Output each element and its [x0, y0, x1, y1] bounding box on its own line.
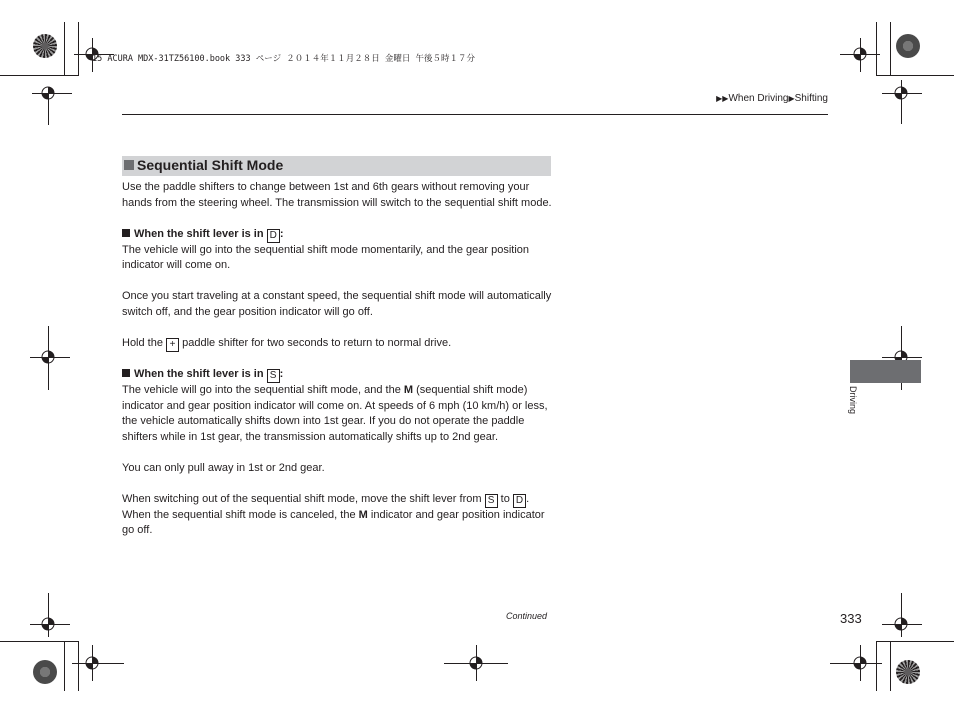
breadcrumb-level2[interactable]: Shifting [794, 93, 828, 104]
double-arrow-icon: ▶▶ [716, 94, 729, 103]
color-rosette-icon [33, 660, 57, 684]
registration-mark-icon [84, 655, 100, 671]
s-mode-paragraph-2: You can only pull away in 1st or 2nd gear. [122, 461, 325, 474]
breadcrumb [716, 93, 828, 104]
key-s-icon: S [485, 494, 498, 508]
registration-mark-icon [852, 46, 868, 62]
chapter-tab-label: Driving [848, 386, 858, 415]
registration-mark-icon [893, 85, 909, 101]
breadcrumb-level1[interactable]: When Driving [728, 93, 789, 104]
registration-mark-icon [468, 655, 484, 671]
color-rosette-icon [33, 34, 57, 58]
bullet-square-icon [122, 229, 130, 237]
chapter-tab[interactable] [850, 360, 921, 383]
section-header [122, 156, 551, 176]
print-info: 15 ACURA MDX-31TZ56100.book 333 ページ ２０１４年１１月２８日 金曜日 午後５時１７分 [92, 54, 475, 64]
key-s-icon: S [267, 369, 280, 383]
arrow-icon: ▶ [788, 94, 795, 103]
registration-mark-icon [40, 616, 56, 632]
s-mode-heading: When the shift lever is in S : [122, 367, 552, 383]
section-title: Sequential Shift Mode [137, 157, 284, 173]
color-rosette-icon [896, 34, 920, 58]
d-mode-paragraph-3: Hold the + paddle shifter for two seconds to return to normal drive. [122, 336, 452, 350]
continued-label: Continued [506, 611, 548, 621]
intro-paragraph: Use the paddle shifters to change between 1st and 6th gears without removing your hands from the steering wheel. The transmission will switch to the sequential shift mode. [122, 181, 552, 209]
key-plus-icon: + [166, 338, 179, 352]
s-mode-paragraph-3: When switching out of the sequential shift mode, move the shift lever from S to D . When the sequential shift mode is canceled, the M indicator and gear position indicator go off. [122, 492, 545, 536]
d-mode-paragraph-2: Once you start traveling at a constant speed, the sequential shift mode will automatically switch off, and the gear position indicator will go off. [122, 290, 552, 318]
registration-mark-icon [40, 349, 56, 365]
registration-mark-icon [852, 655, 868, 671]
header-rule [122, 114, 828, 115]
bullet-square-icon [122, 369, 130, 377]
registration-mark-icon [40, 85, 56, 101]
d-mode-heading: When the shift lever is in D : [122, 227, 552, 243]
d-mode-paragraph-1: The vehicle will go into the sequential shift mode momentarily, and the gear position indicator will come on. [122, 243, 530, 271]
s-mode-paragraph-1: The vehicle will go into the sequential shift mode, and the M (sequential shift mode) indicator and gear position indicator will come on. At speeds of 6 mph (10 km/h) or less, the vehicle automatically shifts down into 1st gear. If you do not operate the paddle shifters while in 1st gear, the transmission automatically shifts up to 2nd gear. [122, 384, 548, 443]
key-d-icon: D [267, 229, 280, 243]
page-number: 333 [840, 611, 862, 626]
section-square-icon [124, 160, 134, 170]
registration-mark-icon [893, 616, 909, 632]
key-d-icon: D [513, 494, 526, 508]
section-body [122, 180, 552, 539]
color-rosette-icon [896, 660, 920, 684]
